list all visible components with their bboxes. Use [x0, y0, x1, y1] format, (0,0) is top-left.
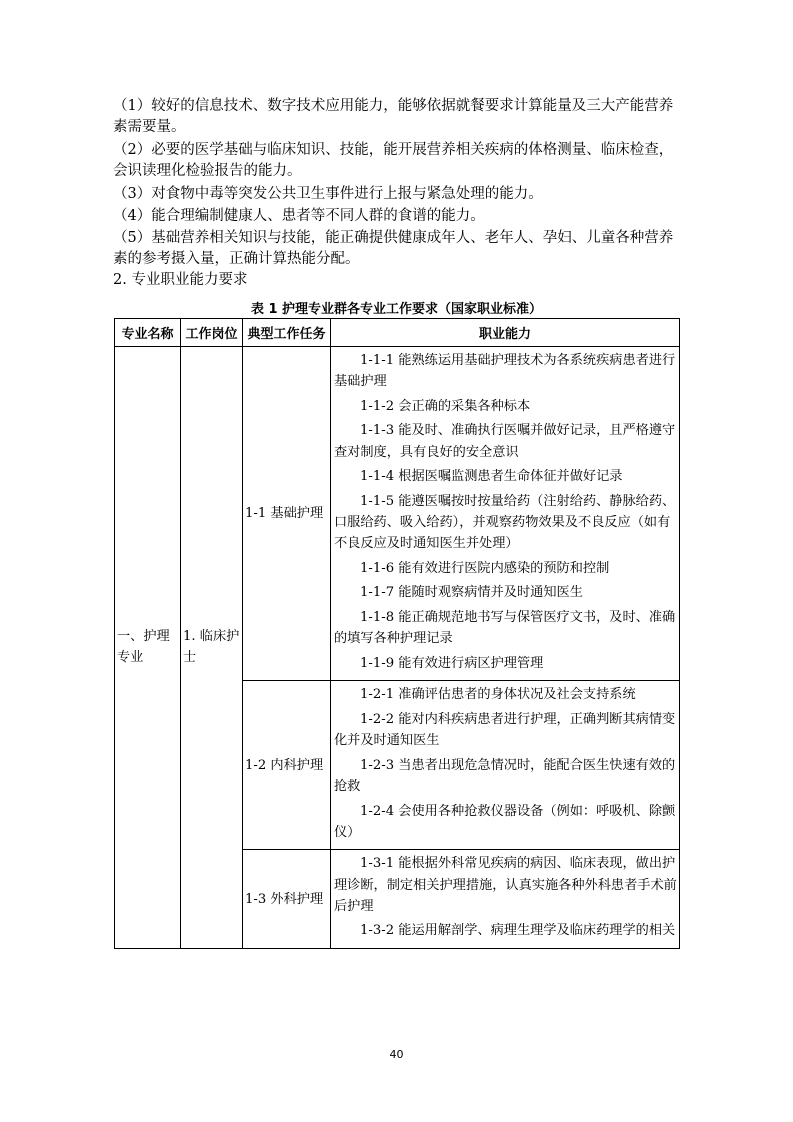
ability-item: 1-2-2 能对内科疾病患者进行护理，正确判断其病情变化并及时通知医生 [334, 711, 676, 749]
ability-item: 1-1-4 根据医嘱监测患者生命体征并做好记录 [360, 469, 623, 485]
ability-cell [331, 347, 680, 681]
ability-item: 1-1-3 能及时、准确执行医嘱并做好记录，且严格遵守查对制度，具有良好的安全意识 [334, 423, 676, 460]
ability-item: 1-1-9 能有效进行病区护理管理 [360, 655, 544, 671]
ability-item: 1-1-7 能随时观察病情并及时通知医生 [360, 585, 583, 601]
task-cell: 1-3 外科护理 [243, 850, 331, 949]
section-heading: 2. 专业职业能力要求 [113, 272, 248, 288]
paragraph-4: （4）能合理编制健康人、患者等不同人群的食谱的能力。 [113, 208, 485, 224]
page-number: 40 [389, 1048, 404, 1061]
ability-item: 1-2-3 当患者出现危急情况时，能配合医生快速有效的抢救 [334, 757, 676, 794]
header-task: 典型工作任务 [243, 319, 331, 347]
paragraph-1: （1）较好的信息技术、数字技术应用能力，能够依据就餐要求计算能量及三大产能营养素需要量。 [113, 98, 674, 135]
position-cell: 1. 临床护士 [181, 347, 243, 949]
ability-item: 1-1-6 能有效进行医院内感染的预防和控制 [360, 560, 610, 576]
specialty-cell: 一、护理专业 [115, 347, 181, 949]
ability-cell [331, 681, 680, 850]
table-caption: 表 1 护理专业群各专业工作要求（国家职业标准） [250, 302, 543, 317]
ability-item: 1-2-1 准确评估患者的身体状况及社会支持系统 [360, 687, 636, 703]
ability-item: 1-3-1 能根据外科常见疾病的病因、临床表现，做出护理诊断，制定相关护理措施，认真实施各种外科患者手术前后护理 [334, 856, 677, 914]
paragraph-2: （2）必要的医学基础与临床知识、技能，能开展营养相关疾病的体格测量、临床检查，会识读理化检验报告的能力。 [113, 142, 674, 179]
ability-cell [331, 850, 680, 949]
table-row [115, 347, 680, 681]
ability-item: 1-1-8 能正确规范地书写与保管医疗文书，及时、准确的填写各种护理记录 [334, 609, 676, 647]
ability-item: 1-1-2 会正确的采集各种标本 [360, 398, 531, 414]
paragraph-3: （3）对食物中毒等突发公共卫生事件进行上报与紧急处理的能力。 [113, 186, 543, 202]
job-requirements-table [114, 318, 680, 949]
task-cell: 1-1 基础护理 [243, 347, 331, 681]
paragraph-5: （5）基础营养相关知识与技能，能正确提供健康成年人、老年人、孕妇、儿童各种营养素的参考摄入量，正确计算热能分配。 [113, 230, 674, 267]
ability-item: 1-1-5 能遵医嘱按时按量给药（注射给药、静脉给药、口服给药、吸入给药），并观察药物效果及不良反应（如有不良反应及时通知医生并处理） [334, 493, 676, 552]
header-position: 工作岗位 [181, 319, 243, 347]
header-ability: 职业能力 [331, 319, 680, 347]
task-cell: 1-2 内科护理 [243, 681, 331, 850]
ability-item: 1-3-2 能运用解剖学、病理生理学及临床药理学的相关 [360, 923, 676, 939]
ability-item: 1-2-4 会使用各种抢救仪器设备（例如：呼吸机、除颤仪） [334, 803, 676, 840]
table-header-row [115, 319, 680, 347]
ability-item: 1-1-1 能熟练运用基础护理技术为各系统疾病患者进行基础护理 [334, 353, 676, 390]
header-specialty: 专业名称 [115, 319, 181, 347]
